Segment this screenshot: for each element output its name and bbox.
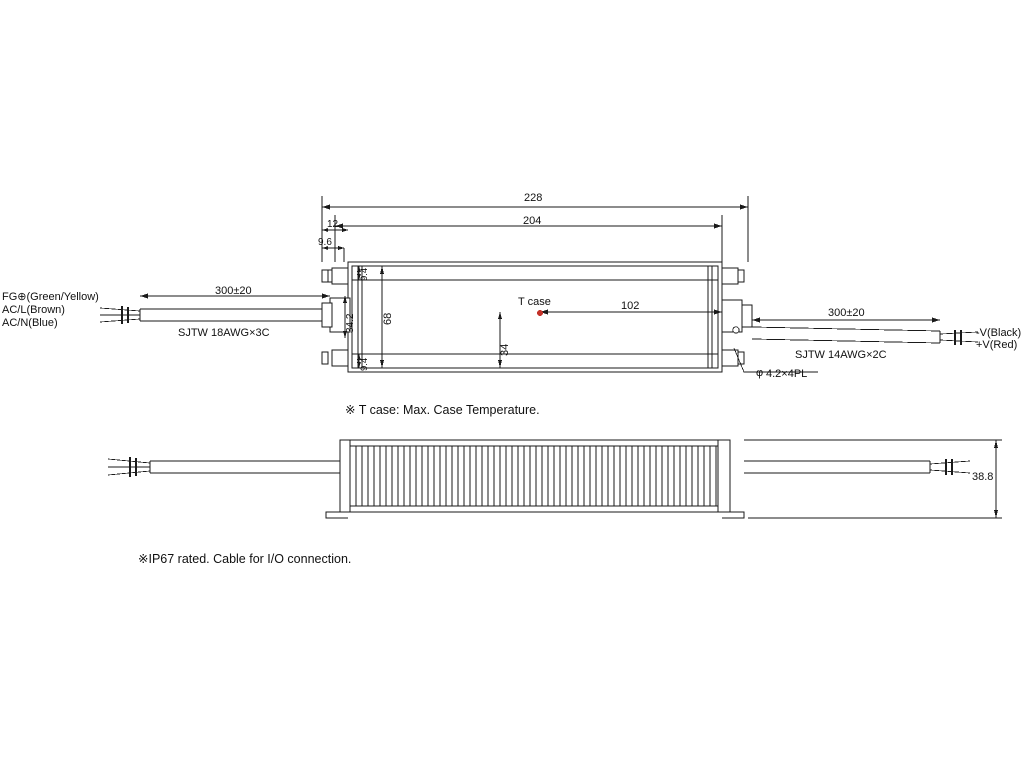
t-case-marker: [537, 310, 543, 316]
dim-label-mount-span: 34.2: [345, 313, 356, 333]
t-case-label: T case: [518, 296, 551, 308]
input-wire-acl-label: AC/L(Brown): [2, 304, 65, 316]
dim-label-mount-offset: 12: [327, 219, 339, 230]
side-view-input-cable: [108, 457, 340, 477]
note-ip67: ※IP67 rated. Cable for I/O connection.: [138, 552, 352, 566]
dim-label-output-cable-length: 300±20: [828, 307, 865, 319]
dim-label-body-width: 68: [382, 312, 394, 325]
dim-label-overall-length: 228: [524, 192, 543, 204]
dim-height: [744, 440, 1002, 518]
output-cable-type-label: SJTW 14AWG×2C: [795, 349, 887, 361]
side-view-output-cable: [744, 459, 970, 475]
dim-overall-length: [322, 196, 748, 262]
top-view-body: [348, 262, 722, 372]
dim-label-input-cable-length: 300±20: [215, 285, 252, 297]
dim-label-body-length: 204: [523, 215, 542, 227]
output-wire-negative-label: -V(Black): [976, 327, 1022, 339]
side-view-body: [340, 440, 730, 512]
input-cable-type-label: SJTW 18AWG×3C: [178, 327, 270, 339]
dim-label-center-width: 34: [499, 343, 511, 356]
dim-label-height: 38.8: [972, 471, 994, 483]
input-wire-fg-label: FG⊕(Green/Yellow): [2, 291, 99, 303]
output-wire-positive-label: +V(Red): [976, 339, 1018, 351]
input-wire-acn-label: AC/N(Blue): [2, 317, 58, 329]
hole-symbol-label: φ: [756, 367, 764, 379]
dim-label-bottom-flange: 9.4: [359, 357, 370, 371]
side-view-fins: [356, 446, 716, 506]
hole-spec-label: 4.2×4PL: [766, 368, 808, 380]
dim-label-center-length: 102: [621, 300, 640, 312]
dim-label-mount-hole-edge: 9.6: [318, 237, 332, 248]
dim-label-top-flange: 9.4: [359, 267, 370, 281]
input-cable: [100, 306, 322, 324]
output-cable: [752, 327, 978, 345]
note-t-case: ※ T case: Max. Case Temperature.: [345, 403, 540, 417]
